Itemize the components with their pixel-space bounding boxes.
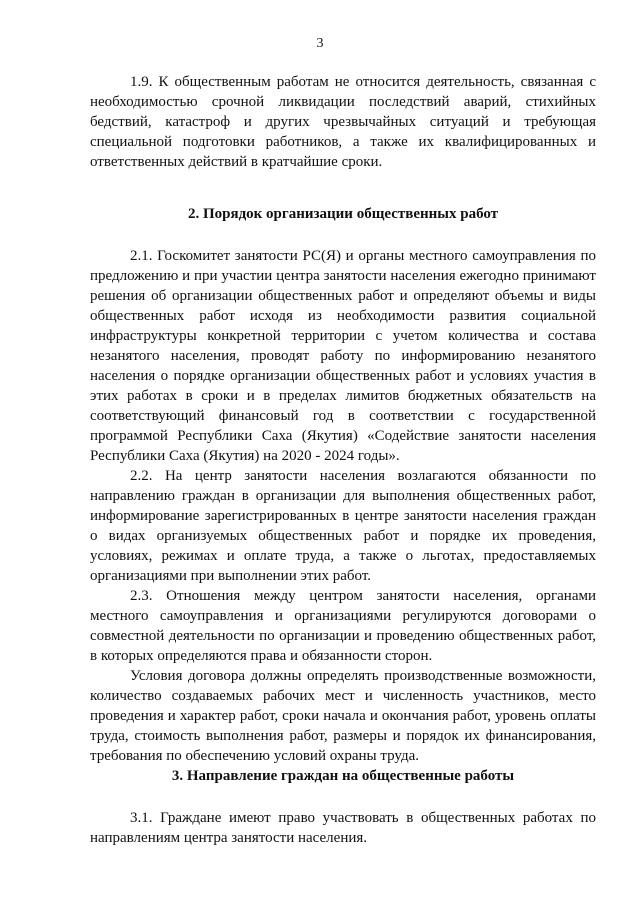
section-3-title: 3. Направление граждан на общественные работы <box>171 768 515 784</box>
paragraph-1-9: 1.9. К общественным работам не относится деятельность, связанная с необходимостью срочной ликвидации последствий аварий, стихийных бедствий, катастроф и других чрезвычайных ситуаций и требующая специальной подготовки работников, а также их квалифицированных и ответственных действий в кратчайшие сроки. <box>90 74 596 170</box>
page-number: 3 <box>316 36 324 51</box>
paragraph-3-1: 3.1. Граждане имеют право участвовать в общественных работах по направлениям центра занятости населения. <box>90 810 596 846</box>
section-2-body <box>90 246 596 766</box>
paragraph-2-2: 2.2. На центр занятости населения возлагаются обязанности по направлению граждан в организации для выполнения общественных работ, информирование зарегистрированных в центре занятости населения граждан о видах организуемых общественных работ и порядке их проведения, условиях, режимах и оплате труда, а также о льготах, предоставляемых организациями при выполнении этих работ. <box>90 468 596 584</box>
section-3-body <box>90 808 596 848</box>
section-1-continuation <box>90 72 596 172</box>
paragraph-2-1: 2.1. Госкомитет занятости РС(Я) и органы местного самоуправления по предложению и при участии центра занятости населения ежегодно принимают решения об организации общественных работ и определяют объемы и виды общественных работ исходя из необходимости развития социальной инфраструктуры конкретной территории с учетом количества и состава незанятого населения, проводят работу по информированию незанятого населения о порядке организации общественных работ и условиях участия в этих работах в сроки и в пределах лимитов бюджетных обязательств на соответствующий финансовый год в соответствии с государственной программой Республики Саха (Якутия) «Содействие занятости населения Республики Саха (Якутия) на 2020 - 2024 годы». <box>90 248 596 464</box>
section-2-title: 2. Порядок организации общественных работ <box>187 206 499 222</box>
paragraph-2-3-conditions: Условия договора должны определять производственные возможности, количество создаваемых рабочих мест и численность участников, место проведения и характер работ, сроки начала и окончания работ, уровень оплаты труда, стоимость выполнения работ, размеры и порядок их финансирования, требования по обеспечению условий охраны труда. <box>90 668 596 764</box>
section-3-heading-wrap <box>90 766 596 786</box>
section-2-heading-wrap <box>90 204 596 224</box>
paragraph-2-3: 2.3. Отношения между центром занятости населения, органами местного самоуправления и организациями регулируются договорами о совместной деятельности по организации и проведению общественных работ, в которых определяются права и обязанности сторон. <box>90 588 596 664</box>
